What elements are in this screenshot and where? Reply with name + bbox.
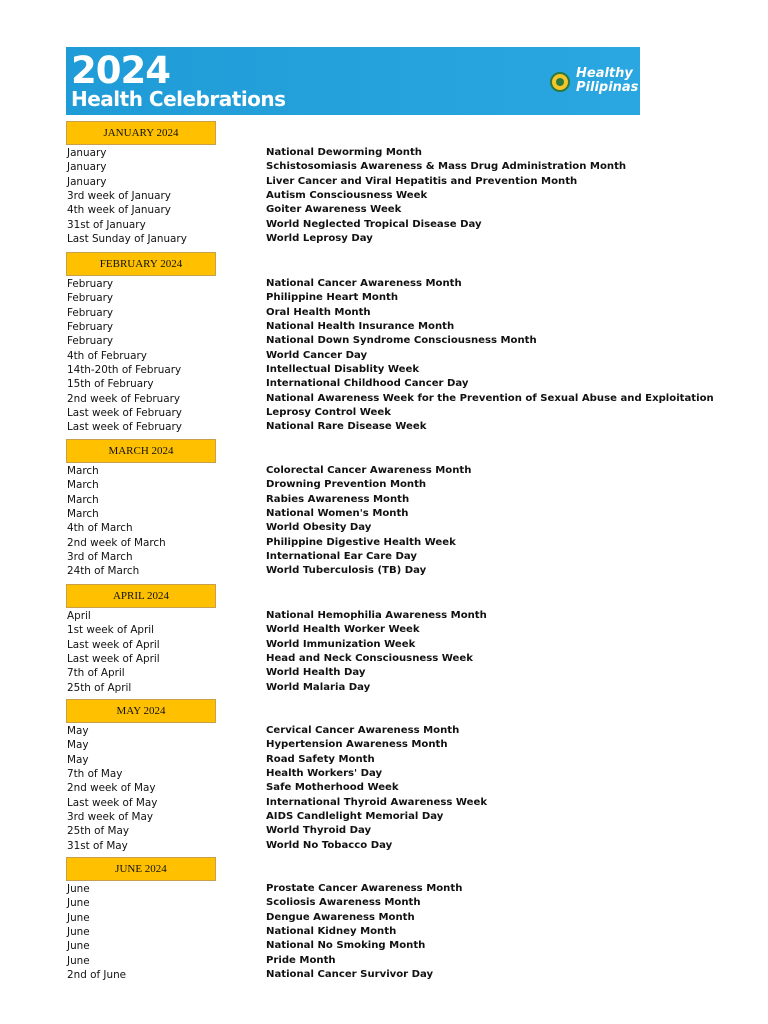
event-row <box>66 306 766 320</box>
event-row <box>66 638 766 652</box>
event-name: Goiter Awareness Week <box>266 204 402 216</box>
event-date: June <box>67 911 90 924</box>
event-row <box>66 781 766 795</box>
brand-line1: Healthy <box>576 66 633 81</box>
month-section <box>66 439 766 579</box>
event-row <box>66 896 766 910</box>
banner-year: 2024 <box>71 49 170 92</box>
event-name: Drowning Prevention Month <box>266 479 427 491</box>
event-date: Last week of February <box>67 407 182 420</box>
month-header: JUNE 2024 <box>66 857 216 881</box>
event-row <box>66 392 766 406</box>
event-list <box>66 724 766 853</box>
event-date: 3rd of March <box>67 551 133 564</box>
event-name: Prostate Cancer Awareness Month <box>266 883 463 894</box>
event-date: January <box>67 147 107 159</box>
event-name: National Women's Month <box>266 508 409 520</box>
event-row <box>66 203 766 217</box>
event-date: May <box>67 739 89 752</box>
event-name: Cervical Cancer Awareness Month <box>266 725 460 736</box>
event-date: 2nd week of February <box>67 392 181 405</box>
event-name: Schistosomiasis Awareness & Mass Drug Administration Month <box>266 161 627 173</box>
event-name: Scoliosis Awareness Month <box>266 897 421 909</box>
event-date: June <box>67 954 90 967</box>
month-section <box>66 857 766 982</box>
event-date: January <box>67 175 107 188</box>
month-section <box>66 252 766 435</box>
event-name: Liver Cancer and Viral Hepatitis and Prevention Month <box>266 175 578 187</box>
event-name: Autism Consciousness Week <box>266 190 428 202</box>
event-row <box>66 609 766 623</box>
event-date: March <box>67 465 99 477</box>
event-name: National Health Insurance Month <box>266 321 455 333</box>
event-name: International Thyroid Awareness Week <box>266 796 488 808</box>
event-name: World Thyroid Day <box>266 825 372 837</box>
event-name: Hypertension Awareness Month <box>266 739 448 751</box>
event-date: Last week of February <box>67 421 182 434</box>
event-row <box>66 882 766 896</box>
event-name: National Kidney Month <box>266 926 397 938</box>
event-date: January <box>67 161 107 174</box>
event-name: Colorectal Cancer Awareness Month <box>266 465 472 476</box>
event-name: Intellectual Disablity Week <box>266 364 420 376</box>
event-name: World Health Day <box>266 667 366 679</box>
event-list <box>66 277 766 435</box>
event-date: 3rd week of January <box>67 190 171 203</box>
month-section <box>66 121 766 246</box>
event-row <box>66 824 766 838</box>
event-row <box>66 406 766 420</box>
event-name: World Leprosy Day <box>266 233 373 245</box>
event-date: 7th of April <box>67 667 125 680</box>
event-row <box>66 377 766 391</box>
event-row <box>66 968 766 982</box>
event-row <box>66 478 766 492</box>
event-date: March <box>67 508 99 521</box>
event-date: Last week of April <box>67 653 160 666</box>
event-date: 4th of March <box>67 522 133 535</box>
event-row <box>66 954 766 968</box>
event-name: International Ear Care Day <box>266 551 417 563</box>
event-row <box>66 218 766 232</box>
event-row <box>66 464 766 478</box>
event-row <box>66 724 766 738</box>
event-row <box>66 810 766 824</box>
event-row <box>66 796 766 810</box>
event-row <box>66 564 766 578</box>
event-name: International Childhood Cancer Day <box>266 378 469 390</box>
event-list <box>66 146 766 246</box>
event-date: February <box>67 278 114 290</box>
event-row <box>66 652 766 666</box>
event-name: Philippine Heart Month <box>266 292 399 304</box>
event-row <box>66 334 766 348</box>
event-list <box>66 609 766 695</box>
event-row <box>66 189 766 203</box>
event-row <box>66 753 766 767</box>
event-date: 24th of March <box>67 565 140 578</box>
event-name: World Cancer Day <box>266 349 368 361</box>
event-date: 4th of February <box>67 349 147 362</box>
event-date: 4th week of January <box>67 204 171 217</box>
event-date: Last week of April <box>67 638 160 651</box>
event-date: April <box>67 610 91 622</box>
event-date: May <box>67 753 89 766</box>
event-date: 2nd week of May <box>67 782 156 795</box>
event-row <box>66 320 766 334</box>
event-row <box>66 550 766 564</box>
event-date: May <box>67 725 89 737</box>
doh-seal-icon <box>550 72 570 92</box>
event-name: Dengue Awareness Month <box>266 911 415 923</box>
event-date: 2nd of June <box>67 969 127 982</box>
event-date: 31st of May <box>67 839 128 852</box>
month-header: MARCH 2024 <box>66 439 216 463</box>
event-name: Pride Month <box>266 954 336 966</box>
event-date: February <box>67 306 114 319</box>
event-date: 3rd week of May <box>67 811 154 824</box>
event-row <box>66 493 766 507</box>
event-name: Road Safety Month <box>266 753 375 765</box>
event-row <box>66 232 766 246</box>
event-date: 15th of February <box>67 378 154 391</box>
event-name: Philippine Digestive Health Week <box>266 536 456 548</box>
healthy-pilipinas-logo <box>550 66 639 99</box>
event-date: February <box>67 292 114 305</box>
event-row <box>66 666 766 680</box>
event-name: Rabies Awareness Month <box>266 493 410 505</box>
event-row <box>66 681 766 695</box>
event-name: Leprosy Control Week <box>266 407 391 419</box>
event-row <box>66 939 766 953</box>
event-name: Head and Neck Consciousness Week <box>266 653 473 665</box>
event-date: June <box>67 897 90 910</box>
event-row <box>66 507 766 521</box>
brand-line2: Pilipinas <box>576 80 639 95</box>
banner-subtitle: Health Celebrations <box>71 87 286 111</box>
event-name: World Malaria Day <box>266 681 371 693</box>
event-date: June <box>67 883 90 895</box>
event-date: 31st of January <box>67 218 146 231</box>
event-date: 25th of April <box>67 681 132 694</box>
event-date: June <box>67 940 90 953</box>
event-date: 1st week of April <box>67 624 155 637</box>
event-row <box>66 175 766 189</box>
event-date: 25th of May <box>67 825 129 838</box>
event-row <box>66 146 766 160</box>
event-name: National Down Syndrome Consciousness Month <box>266 335 537 347</box>
event-name: National Cancer Awareness Month <box>266 278 462 289</box>
event-row <box>66 160 766 174</box>
event-name: National No Smoking Month <box>266 940 426 952</box>
event-row <box>66 738 766 752</box>
event-name: Safe Motherhood Week <box>266 782 399 794</box>
event-date: June <box>67 926 90 939</box>
month-header: MAY 2024 <box>66 699 216 723</box>
event-row <box>66 839 766 853</box>
event-date: February <box>67 321 114 334</box>
event-row <box>66 536 766 550</box>
event-name: World Immunization Week <box>266 638 416 650</box>
event-date: Last Sunday of January <box>67 233 187 246</box>
month-section <box>66 699 766 853</box>
event-date: 14th-20th of February <box>67 364 182 377</box>
event-date: 2nd week of March <box>67 536 166 549</box>
event-name: AIDS Candlelight Memorial Day <box>266 811 444 823</box>
event-row <box>66 767 766 781</box>
event-name: Health Workers' Day <box>266 768 383 780</box>
event-date: February <box>67 335 114 348</box>
event-name: World No Tobacco Day <box>266 839 393 851</box>
event-name: World Obesity Day <box>266 522 372 534</box>
event-row <box>66 911 766 925</box>
month-header: APRIL 2024 <box>66 584 216 608</box>
event-row <box>66 623 766 637</box>
event-name: World Tuberculosis (TB) Day <box>266 565 427 577</box>
event-name: National Cancer Survivor Day <box>266 969 434 981</box>
event-name: World Neglected Tropical Disease Day <box>266 218 482 230</box>
event-row <box>66 277 766 291</box>
event-list <box>66 882 766 982</box>
event-list <box>66 464 766 579</box>
event-row <box>66 291 766 305</box>
event-row <box>66 363 766 377</box>
brand-wordmark <box>576 67 638 95</box>
event-row <box>66 521 766 535</box>
title-banner <box>66 47 640 115</box>
month-header: JANUARY 2024 <box>66 121 216 145</box>
event-row <box>66 349 766 363</box>
event-date: March <box>67 479 99 492</box>
event-name: National Hemophilia Awareness Month <box>266 610 487 621</box>
event-name: National Deworming Month <box>266 147 422 158</box>
event-date: 7th of May <box>67 768 123 781</box>
event-date: March <box>67 493 99 506</box>
event-name: National Rare Disease Week <box>266 421 427 433</box>
event-name: Oral Health Month <box>266 306 371 318</box>
month-section <box>66 584 766 695</box>
month-header: FEBRUARY 2024 <box>66 252 216 276</box>
event-date: Last week of May <box>67 796 158 809</box>
event-name: National Awareness Week for the Prevention of Sexual Abuse and Exploitation <box>266 392 714 404</box>
event-name: World Health Worker Week <box>266 624 420 636</box>
event-row <box>66 925 766 939</box>
event-row <box>66 420 766 434</box>
